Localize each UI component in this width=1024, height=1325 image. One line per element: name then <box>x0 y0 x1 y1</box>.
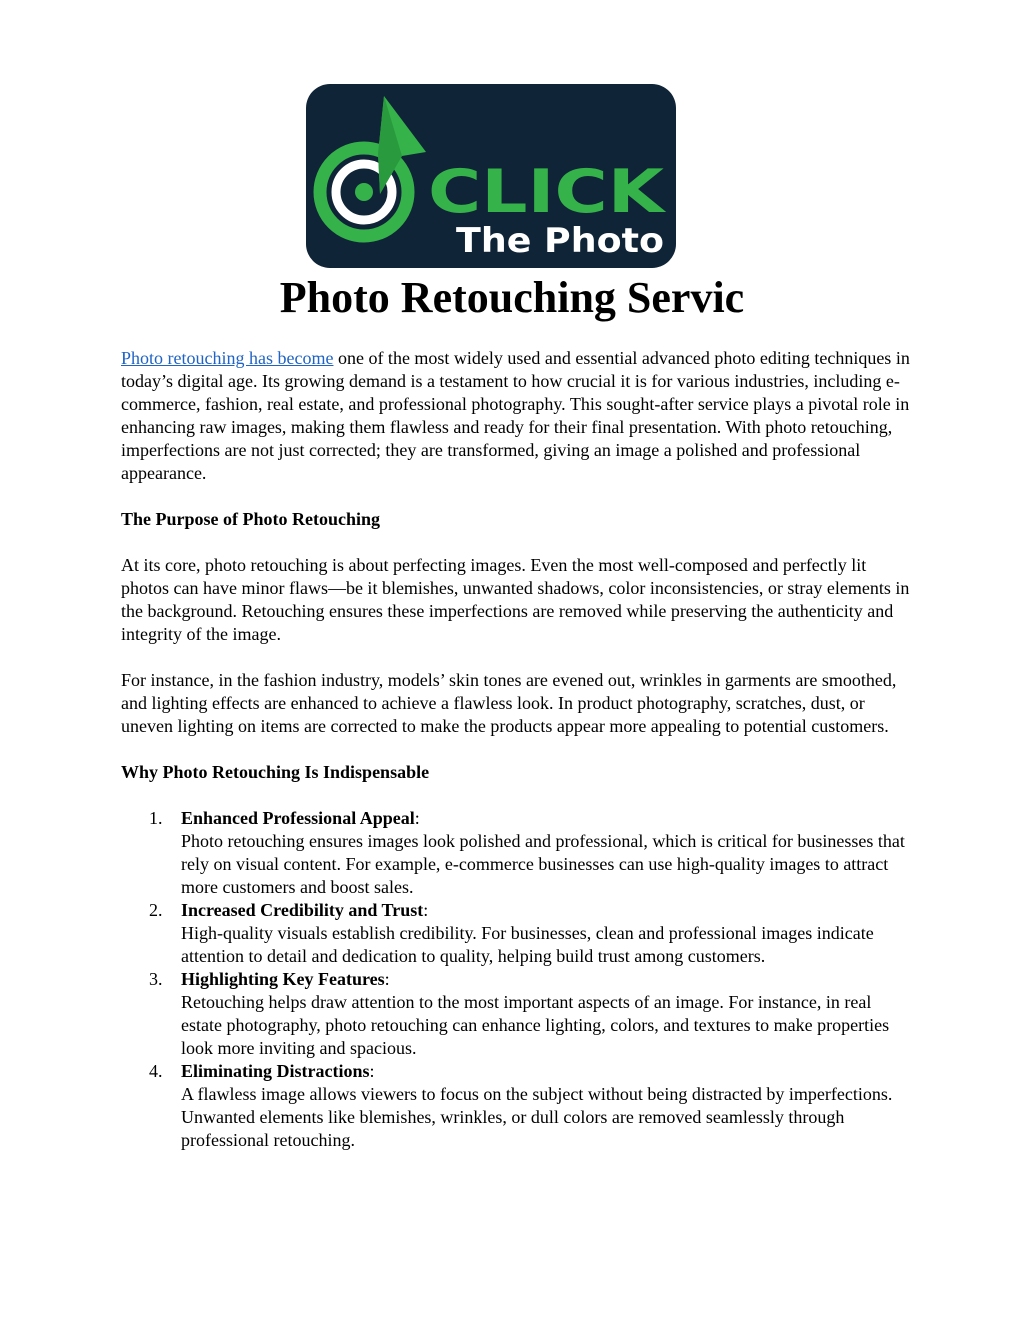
list-item-title: Increased Credibility and Trust <box>181 900 424 920</box>
logo-graphic <box>306 84 676 268</box>
section-heading-why: Why Photo Retouching Is Indispensable <box>121 762 430 782</box>
list-item-body: High-quality visuals establish credibility. For businesses, clean and professional images indicate attention to detail and dedication to quality, helping build trust among customers. <box>181 923 874 966</box>
page-title: Photo Retouching Servic <box>279 273 745 322</box>
logo-text-the-photo: The Photo <box>456 221 664 261</box>
list-item-colon: : <box>414 808 420 828</box>
list-item-number: 3. <box>149 969 163 989</box>
purpose-paragraph-1: At its core, photo retouching is about perfecting images. Even the most well-composed and perfectly lit photos can have minor flaws—be it blemishes, unwanted shadows, color inconsistencies, or stray elements in the background. Retouching ensures these imperfections are removed while preserving the authenticity and integrity of the image. <box>121 555 910 644</box>
intro-paragraph <box>121 347 911 485</box>
list-item-number: 4. <box>149 1061 163 1081</box>
purpose-paragraph-2: For instance, in the fashion industry, models’ skin tones are evened out, wrinkles in garments are smoothed, and lighting effects are enhanced to achieve a flawless look. In product photography, scratches, dust, or uneven lighting on items are corrected to make the products appear more appealing to potential customers. <box>121 670 897 736</box>
list-item-number: 2. <box>149 900 163 920</box>
intro-text: one of the most widely used and essential advanced photo editing techniques in today’s digital age. Its growing demand is a testament to how crucial it is for various industries, including e-commerce, fashion, real estate, and professional photography. This sought-after service plays a pivotal role in enhancing raw images, making them flawless and ready for their final presentation. With photo retouching, imperfections are not just corrected; they are transformed, giving an image a polished and professional appearance. <box>121 348 910 483</box>
list-item-body: A flawless image allows viewers to focus on the subject without being distracted by imperfections. Unwanted elements like blemishes, wrinkles, or dull colors are removed seamlessly through professional retouching. <box>181 1084 893 1150</box>
list-item-number: 1. <box>149 808 163 828</box>
list-item <box>121 968 911 1060</box>
list-item <box>121 1060 911 1152</box>
list-item-body: Retouching helps draw attention to the most important aspects of an image. For instance, in real estate photography, photo retouching can enhance lighting, colors, and textures to make properties look more inviting and spacious. <box>181 992 890 1058</box>
reasons-list <box>121 807 911 1152</box>
list-item-colon: : <box>423 900 429 920</box>
list-item-body: Photo retouching ensures images look polished and professional, which is critical for businesses that rely on visual content. For example, e-commerce businesses can use high-quality images to attract more customers and boost sales. <box>181 831 905 897</box>
list-item-colon: : <box>369 1061 375 1081</box>
list-item <box>121 899 911 968</box>
logo-text-click: CLICK <box>428 157 668 227</box>
document-body <box>121 347 911 1152</box>
list-item-title: Eliminating Distractions <box>181 1061 370 1081</box>
intro-link[interactable]: Photo retouching has become <box>121 348 334 368</box>
list-item-title: Enhanced Professional Appeal <box>181 808 415 828</box>
section-heading-purpose: The Purpose of Photo Retouching <box>121 509 381 529</box>
list-item-title: Highlighting Key Features <box>181 969 385 989</box>
list-item <box>121 807 911 899</box>
list-item-colon: : <box>384 969 390 989</box>
logo-center-dot <box>355 183 373 201</box>
company-logo <box>306 84 676 268</box>
